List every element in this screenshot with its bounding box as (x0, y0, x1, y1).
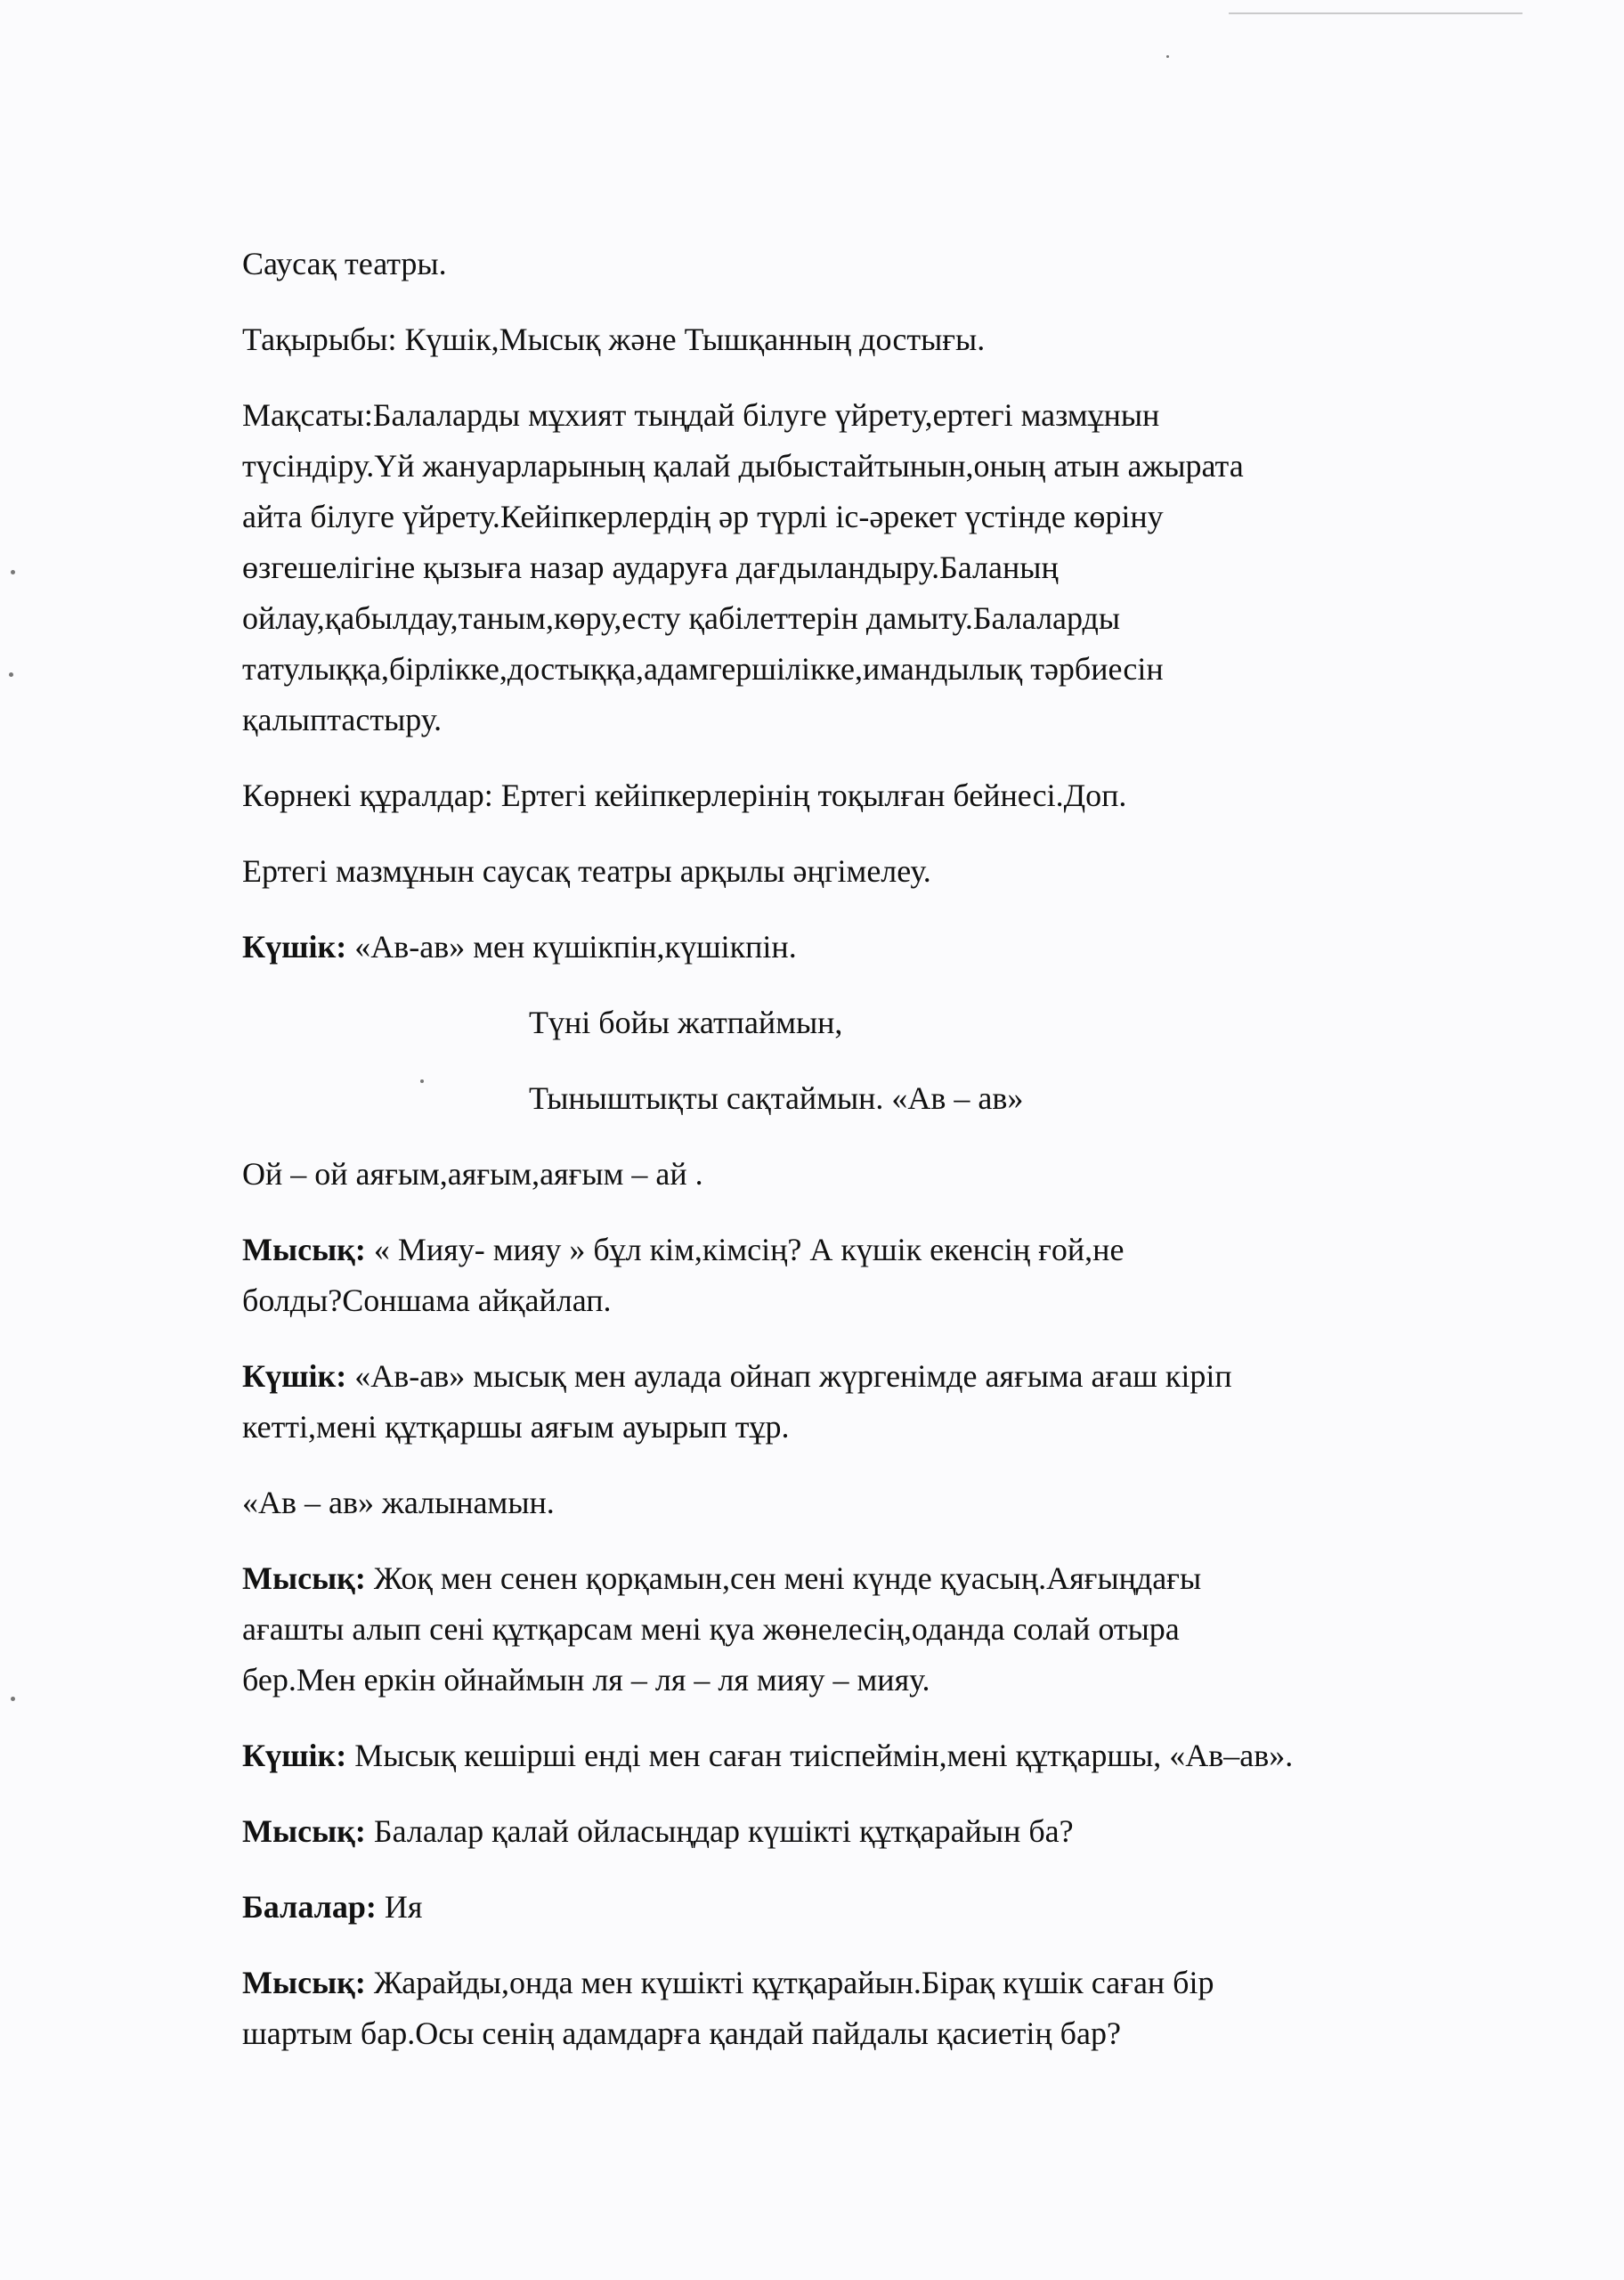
dialogue-line (242, 1478, 1524, 1528)
line-text: кетті,мені құтқаршы аяғым ауырып тұр. (242, 1409, 790, 1445)
line-text: «Ав-ав» мен күшікпін,күшікпін. (354, 929, 797, 965)
dialogue-block (242, 1225, 1524, 1326)
line-text: ағашты алып сені құтқарсам мені қуа жөнелесің,оданда солай отыра (242, 1611, 1180, 1647)
dialogue-line (242, 1402, 1524, 1453)
dialogue-block (242, 998, 1524, 1124)
dialogue (242, 922, 1524, 2059)
scan-speck (1166, 55, 1169, 58)
speaker-name: Мысық: (242, 1965, 366, 2000)
dialogue-block (242, 1806, 1524, 1857)
line-text: Балалар қалай ойласыңдар күшікті құтқарайын ба? (373, 1813, 1074, 1849)
topic-line: Тақырыбы: Күшік,Мысық және Тышқанның достығы. (242, 322, 986, 357)
dialogue-block (242, 1958, 1524, 2059)
scan-speck (11, 1697, 15, 1701)
line-text: Жарайды,онда мен күшікті құтқарайын.Бірақ күшік саған бір (373, 1965, 1214, 2000)
dialogue-block (242, 1553, 1524, 1706)
line-text: болды?Соншама айқайлап. (242, 1282, 612, 1318)
goal-line: Мақсаты:Балаларды мұхият тыңдай білуге үйрету,ертегі мазмұнын (242, 397, 1160, 433)
dialogue-line (242, 1806, 1524, 1857)
line-text: «Ав-ав» мысық мен аулада ойнап жүргенімде аяғыма ағаш кіріп (354, 1358, 1232, 1394)
speaker-name: Мысық: (242, 1813, 366, 1849)
dialogue-block (242, 1149, 1524, 1200)
dialogue-line (242, 1655, 1524, 1706)
dialogue-block (242, 1351, 1524, 1453)
speaker-name: Күшік: (242, 1358, 347, 1394)
line-text: бер.Мен еркін ойнаймын ля – ля – ля мияу – мияу. (242, 1662, 930, 1698)
goal-line: татулыққа,бірлікке,достыққа,адамгершілікке,имандылық тәрбиесін (242, 651, 1164, 687)
speaker-name: Күшік: (242, 1738, 347, 1773)
dialogue-line (242, 1225, 1524, 1275)
dialogue-line (242, 1604, 1524, 1655)
dialogue-block (242, 1882, 1524, 1933)
speaker-name: Күшік: (242, 929, 347, 965)
dialogue-line (242, 2008, 1524, 2059)
speaker-name: Мысық: (242, 1232, 366, 1267)
scan-speck (11, 570, 15, 574)
dialogue-line (242, 1149, 1524, 1200)
document-title: Саусақ театры. (242, 246, 447, 281)
intro-line: Ертегі мазмұнын саусақ театры арқылы әңгімелеу. (242, 853, 931, 889)
goal-paragraph (242, 390, 1524, 745)
goal-line: ойлау,қабылдау,таным,көру,есту қабілеттерін дамыту.Балаларды (242, 600, 1121, 636)
line-text: «Ав – ав» жалынамын. (242, 1485, 555, 1520)
scan-speck (9, 672, 13, 677)
dialogue-line (242, 1351, 1524, 1402)
dialogue-line (242, 1958, 1524, 2008)
dialogue-line (242, 1275, 1524, 1326)
goal-line: қалыптастыру. (242, 702, 443, 737)
dialogue-line (242, 1730, 1524, 1781)
goal-line: түсіндіру.Үй жануарларының қалай дыбыстайтынын,оның атын ажырата (242, 448, 1244, 484)
dialogue-block (242, 1730, 1524, 1781)
verse-line: Түні бойы жатпаймын, (529, 1005, 843, 1040)
dialogue-line (242, 922, 1524, 973)
line-text: шартым бар.Осы сенің адамдарға қандай пайдалы қасиетің бар? (242, 2015, 1121, 2051)
dialogue-block (242, 922, 1524, 973)
goal-line: өзгешелігіне қызыға назар аударуға дағдыландыру.Баланың (242, 550, 1059, 585)
document-body (242, 239, 1524, 2059)
verse-line: Тыныштықты сақтаймын. «Ав – ав» (529, 1080, 1024, 1116)
line-text: « Мияу- мияу » бұл кім,кімсің? А күшік екенсің ғой,не (373, 1232, 1125, 1267)
goal-line: айта білуге үйрету.Кейіпкерлердің әр түрлі іс-әрекет үстінде көріну (242, 499, 1164, 534)
dialogue-block (242, 1478, 1524, 1528)
speaker-name: Мысық: (242, 1560, 366, 1596)
line-text: Мысық кешірші енді мен саған тиіспеймін,мені құтқаршы, «Ав–ав». (354, 1738, 1294, 1773)
dialogue-line (242, 1882, 1524, 1933)
dialogue-line (242, 1553, 1524, 1604)
line-text: Жоқ мен сенен қорқамын,сен мені күнде қуасың.Аяғыңдағы (373, 1560, 1202, 1596)
scan-artifact (1229, 12, 1522, 14)
speaker-name: Балалар: (242, 1889, 377, 1925)
line-text: Ия (384, 1889, 423, 1925)
materials-line: Көрнекі құралдар: Ертегі кейіпкерлерінің тоқылған бейнесі.Доп. (242, 778, 1127, 813)
line-text: Ой – ой аяғым,аяғым,аяғым – ай . (242, 1156, 703, 1192)
